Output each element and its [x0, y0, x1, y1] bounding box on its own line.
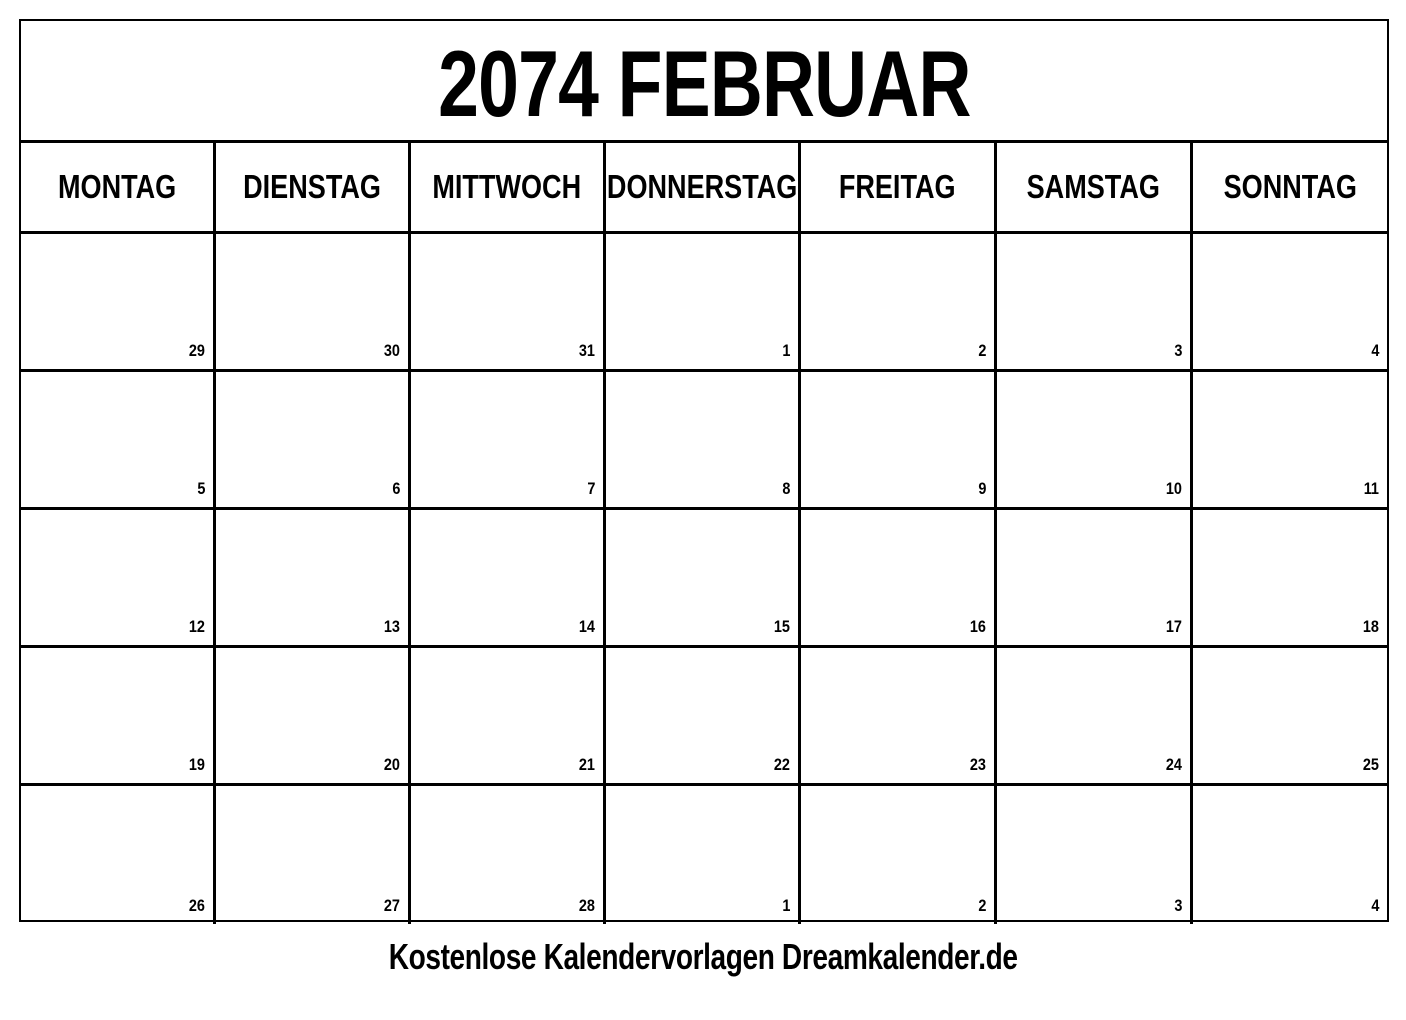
day-number: 30 [383, 341, 400, 360]
day-number: 6 [391, 479, 400, 498]
day-number: 5 [196, 479, 205, 498]
day-cell [801, 372, 997, 510]
day-number: 31 [578, 341, 595, 360]
day-number: 2 [977, 341, 986, 360]
day-cell [606, 786, 801, 924]
weekday-label: MITTWOCH [432, 168, 582, 205]
day-cell [216, 648, 411, 786]
day-number: 27 [383, 896, 400, 915]
day-number: 18 [1362, 617, 1379, 636]
title-row [21, 21, 1387, 143]
day-number: 25 [1362, 755, 1379, 774]
day-cell [606, 648, 801, 786]
day-cell [606, 510, 801, 648]
day-number: 7 [586, 479, 595, 498]
day-number: 24 [1165, 755, 1182, 774]
day-cell [1193, 372, 1387, 510]
day-cell [1193, 510, 1387, 648]
footer-text: Kostenlose Kalendervorlagen Dreamkalender.de [388, 936, 1018, 977]
weekday-header-mittwoch [411, 143, 606, 234]
day-cell [801, 786, 997, 924]
day-cell [21, 786, 216, 924]
day-number: 4 [1370, 341, 1379, 360]
day-cell [997, 648, 1193, 786]
weekday-label: MONTAG [57, 168, 177, 205]
weekday-header-donnerstag [606, 143, 801, 234]
day-cell [216, 372, 411, 510]
day-cell [801, 234, 997, 372]
day-number: 22 [773, 755, 790, 774]
weekday-label: FREITAG [839, 168, 956, 205]
day-cell [21, 510, 216, 648]
day-number: 13 [383, 617, 400, 636]
day-number: 12 [188, 617, 205, 636]
day-cell [997, 234, 1193, 372]
day-number: 14 [578, 617, 595, 636]
day-number: 21 [578, 755, 595, 774]
weekday-label: SAMSTAG [1026, 168, 1161, 205]
day-cell [21, 234, 216, 372]
day-cell [997, 372, 1193, 510]
day-cell [1193, 786, 1387, 924]
day-cell [606, 234, 801, 372]
day-number: 29 [188, 341, 205, 360]
calendar-title: 2074 FEBRUAR [437, 30, 971, 136]
day-cell [801, 510, 997, 648]
day-number: 3 [1173, 341, 1182, 360]
weekday-header-freitag [801, 143, 997, 234]
day-number: 23 [969, 755, 986, 774]
day-cell [606, 372, 801, 510]
day-number: 8 [781, 479, 790, 498]
day-cell [997, 786, 1193, 924]
day-number: 1 [781, 341, 790, 360]
day-cell [411, 372, 606, 510]
day-cell [216, 786, 411, 924]
weekday-label: DONNERSTAG [606, 168, 798, 205]
day-number: 16 [969, 617, 986, 636]
weekday-header-dienstag [216, 143, 411, 234]
day-number: 19 [188, 755, 205, 774]
weekday-label: DIENSTAG [243, 168, 381, 205]
day-number: 17 [1165, 617, 1182, 636]
calendar-sheet [19, 19, 1389, 922]
day-number: 15 [773, 617, 790, 636]
day-cell [216, 234, 411, 372]
day-number: 26 [188, 896, 205, 915]
day-number: 4 [1370, 896, 1379, 915]
calendar-grid [21, 143, 1387, 924]
day-cell [411, 786, 606, 924]
day-cell [1193, 648, 1387, 786]
day-cell [801, 648, 997, 786]
day-number: 11 [1363, 479, 1379, 498]
weekday-header-sonntag [1193, 143, 1387, 234]
day-number: 28 [578, 896, 595, 915]
footer [0, 936, 1406, 978]
day-cell [21, 372, 216, 510]
day-cell [997, 510, 1193, 648]
day-cell [411, 648, 606, 786]
day-cell [21, 648, 216, 786]
day-number: 20 [383, 755, 400, 774]
day-cell [411, 510, 606, 648]
weekday-header-montag [21, 143, 216, 234]
day-cell [1193, 234, 1387, 372]
weekday-header-samstag [997, 143, 1193, 234]
day-number: 1 [781, 896, 790, 915]
day-number: 3 [1173, 896, 1182, 915]
weekday-label: SONNTAG [1223, 168, 1357, 205]
day-cell [216, 510, 411, 648]
day-cell [411, 234, 606, 372]
day-number: 9 [977, 479, 986, 498]
day-number: 10 [1165, 479, 1182, 498]
day-number: 2 [977, 896, 986, 915]
